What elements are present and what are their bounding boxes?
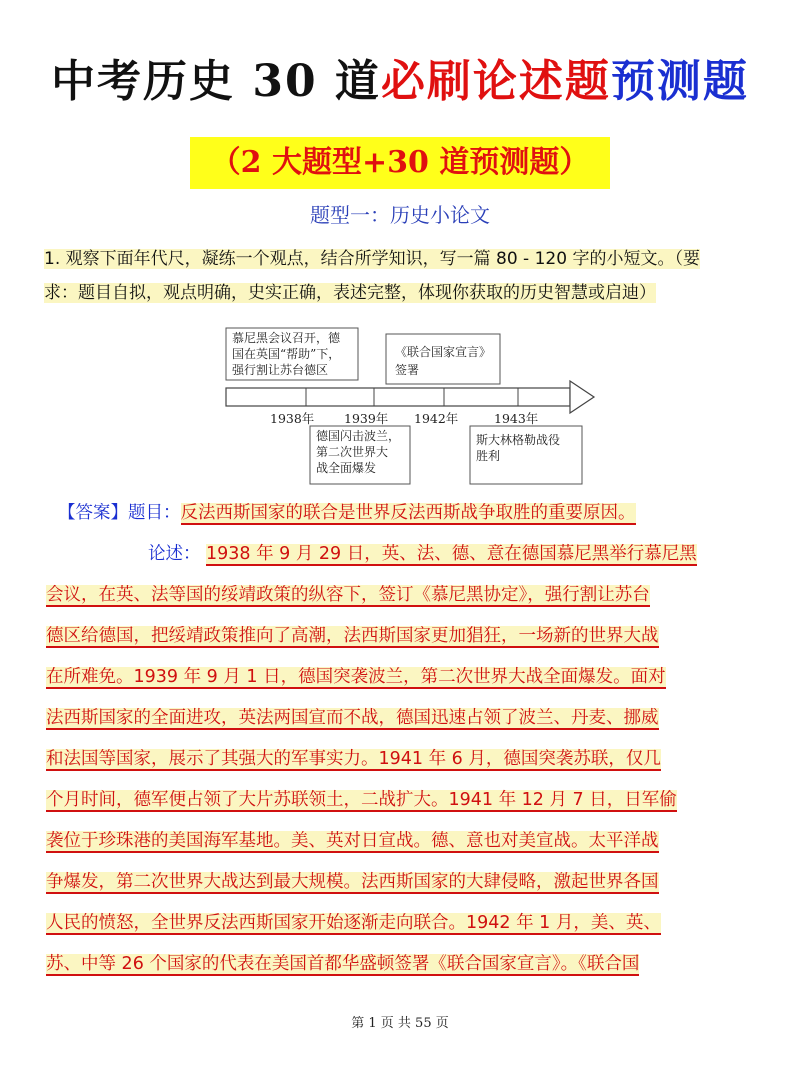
- page-footer: 第 1 页 共 55 页: [351, 1016, 449, 1031]
- topic-label: 题目：: [128, 503, 181, 523]
- timeline-box-declaration-line1: 《联合国家宣言》: [395, 345, 492, 359]
- answer-line: [46, 826, 754, 856]
- answer-bracket-close: 】: [110, 503, 128, 523]
- answer-line-text: 在所难免。1939 年 9 月 1 日，德国突袭波兰，第二次世界大战全面爆发。面对: [46, 667, 666, 687]
- question-line-2: 求：题目自拟，观点明确，史实正确，表述完整，体现你获取的历史智慧或启迪）: [44, 283, 656, 303]
- answer-line-text: 个月时间，德军便占领了大片苏联领土，二战扩大。1941 年 12 月 7 日，日军偷: [46, 790, 677, 810]
- timeline-year-1939: 1939年: [344, 411, 389, 426]
- title-part-1: 中考历史 30 道: [51, 56, 381, 107]
- answer-line: [46, 662, 754, 692]
- answer-topic-row: [58, 498, 636, 528]
- timeline-box-poland-line3: 战全面爆发: [316, 461, 377, 475]
- answer-line: [46, 744, 754, 774]
- answer-line-text: 和法国等国家，展示了其强大的军事实力。1941 年 6 月，德国突袭苏联，仅几: [46, 749, 661, 769]
- timeline-box-poland-line2: 第二次世界大: [316, 445, 389, 459]
- answer-line-text: 法西斯国家的全面进攻，英法两国宣而不战，德国迅速占领了波兰、丹麦、挪威: [46, 708, 659, 728]
- answer-line: [46, 785, 754, 815]
- timeline-year-1938: 1938年: [270, 411, 315, 426]
- timeline-year-1942: 1942年: [414, 411, 459, 426]
- section-heading: 题型一：历史小论文: [310, 203, 490, 227]
- page-title: [0, 54, 800, 110]
- answer-line: [46, 580, 754, 610]
- answer-line-text: 袭位于珍珠港的美国海军基地。美、英对日宣战。德、意也对美宣战。太平洋战: [46, 831, 659, 851]
- timeline-diagram: [220, 322, 600, 492]
- timeline-box-munich-line1: 慕尼黑会议召开，德: [232, 331, 341, 345]
- discussion-label: 论述：: [148, 544, 201, 564]
- answer-tag: 答案: [75, 503, 111, 523]
- timeline-box-poland-line1: 德国闪击波兰，: [316, 429, 401, 443]
- title-part-2: 必刷论述题: [380, 56, 611, 107]
- timeline-box-stalingrad-line1: 斯大林格勒战役: [476, 433, 561, 447]
- answer-line: [206, 539, 754, 569]
- timeline-year-1943: 1943年: [494, 411, 539, 426]
- answer-topic: 反法西斯国家的联合是世界反法西斯战争取胜的重要原因。: [180, 503, 636, 523]
- answer-line: [46, 867, 754, 897]
- answer-line: [46, 949, 754, 979]
- answer-line: [46, 908, 754, 938]
- question-text: [44, 242, 756, 310]
- answer-line: [46, 621, 754, 651]
- answer-line-text: 德区给德国，把绥靖政策推向了高潮，法西斯国家更加猖狂，一场新的世界大战: [46, 626, 659, 646]
- answer-line-text: 人民的愤怒，全世界反法西斯国家开始逐渐走向联合。1942 年 1 月，美、英、: [46, 913, 661, 933]
- subtitle-banner: （2 大题型+30 道预测题）: [190, 137, 610, 189]
- answer-line-text: 1938 年 9 月 29 日，英、法、德、意在德国慕尼黑举行慕尼黑: [206, 544, 697, 564]
- timeline-box-munich-line2: 国在英国“帮助”下，: [232, 347, 341, 361]
- timeline-box-munich-line3: 强行割让苏台德区: [232, 363, 329, 377]
- title-part-3: 预测题: [610, 56, 749, 107]
- answer-line-text: 争爆发，第二次世界大战达到最大规模。法西斯国家的大肆侵略，激起世界各国: [46, 872, 659, 892]
- timeline-box-stalingrad-line2: 胜利: [476, 449, 501, 463]
- answer-line: [46, 703, 754, 733]
- answer-line-text: 会议，在英、法等国的绥靖政策的纵容下，签订《慕尼黑协定》，强行割让苏台: [46, 585, 650, 605]
- timeline-box-declaration-line2: 签署: [395, 363, 420, 377]
- answer-bracket-open: 【: [58, 503, 76, 523]
- question-line-1: 1. 观察下面年代尺，凝练一个观点，结合所学知识，写一篇 80 - 120 字的小短文。（要: [44, 249, 700, 269]
- answer-line-text: 苏、中等 26 个国家的代表在美国首都华盛顿签署《联合国家宣言》。《联合国: [46, 954, 640, 974]
- timeline-arrowhead: [570, 381, 594, 413]
